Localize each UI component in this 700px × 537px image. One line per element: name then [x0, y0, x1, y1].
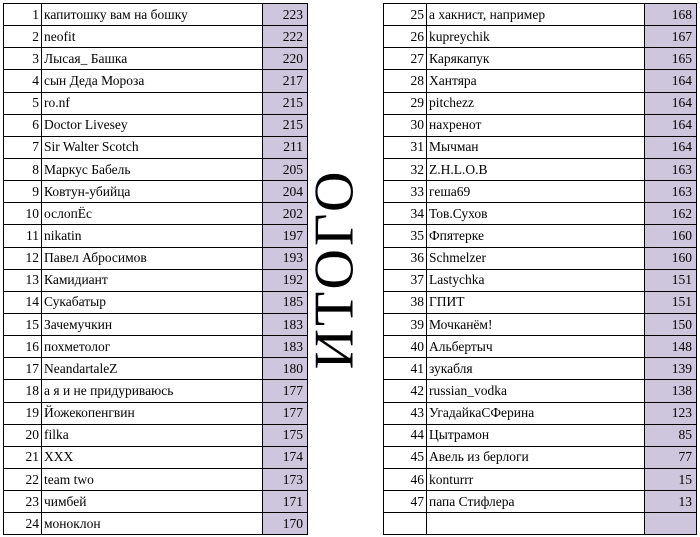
rank-cell: 2	[4, 26, 42, 48]
table-row	[4, 136, 308, 158]
team-name-cell: ГПИТ	[427, 291, 645, 313]
score-cell: 211	[263, 136, 308, 158]
team-name-cell: Павел Абросимов	[42, 247, 263, 269]
rank-cell	[384, 513, 427, 535]
table-row	[384, 313, 697, 335]
team-name-cell: папа Стифлера	[427, 491, 645, 513]
table-row	[4, 225, 308, 247]
table-row	[384, 4, 697, 26]
score-cell: 163	[645, 181, 697, 203]
score-cell	[645, 513, 697, 535]
team-name-cell: капитошку вам на бошку	[42, 4, 263, 26]
rank-cell: 35	[384, 225, 427, 247]
score-cell: 222	[263, 26, 308, 48]
table-row	[4, 491, 308, 513]
rank-cell: 26	[384, 26, 427, 48]
score-cell: 13	[645, 491, 697, 513]
team-name-cell: геша69	[427, 181, 645, 203]
table-row	[384, 269, 697, 291]
rank-cell: 21	[4, 446, 42, 468]
team-name-cell: Фпятерке	[427, 225, 645, 247]
team-name-cell: Карякапук	[427, 48, 645, 70]
rank-cell: 1	[4, 4, 42, 26]
team-name-cell: Зачемучкин	[42, 313, 263, 335]
team-name-cell: ослопЁс	[42, 203, 263, 225]
score-cell: 215	[263, 114, 308, 136]
team-name-cell: russian_vodka	[427, 380, 645, 402]
total-label	[286, 0, 382, 537]
rank-cell: 34	[384, 203, 427, 225]
table-row	[4, 380, 308, 402]
table-row	[384, 92, 697, 114]
rank-cell: 36	[384, 247, 427, 269]
table-row	[4, 468, 308, 490]
rank-cell: 15	[4, 313, 42, 335]
score-cell: 160	[645, 225, 697, 247]
table-row	[4, 181, 308, 203]
rank-cell: 6	[4, 114, 42, 136]
table-row	[4, 4, 308, 26]
team-name-cell: Ковтун-убийца	[42, 181, 263, 203]
table-row	[4, 158, 308, 180]
rank-cell: 28	[384, 70, 427, 92]
table-row	[4, 48, 308, 70]
table-row	[384, 513, 697, 535]
score-cell: 164	[645, 92, 697, 114]
team-name-cell: pitchezz	[427, 92, 645, 114]
score-cell: 148	[645, 336, 697, 358]
results-table-left	[3, 3, 308, 535]
table-row	[384, 26, 697, 48]
table-row	[4, 402, 308, 424]
score-cell: 85	[645, 424, 697, 446]
rank-cell: 24	[4, 513, 42, 535]
table-row	[384, 181, 697, 203]
rank-cell: 38	[384, 291, 427, 313]
team-name-cell: Lastychka	[427, 269, 645, 291]
score-cell: 204	[263, 181, 308, 203]
team-name-cell: Йожекопенгвин	[42, 402, 263, 424]
team-name-cell: Хантяра	[427, 70, 645, 92]
rank-cell: 46	[384, 468, 427, 490]
rank-cell: 11	[4, 225, 42, 247]
rank-cell: 3	[4, 48, 42, 70]
team-name-cell: team two	[42, 468, 263, 490]
table-row	[4, 446, 308, 468]
rank-cell: 37	[384, 269, 427, 291]
team-name-cell: Лысая_ Башка	[42, 48, 263, 70]
table-row	[384, 247, 697, 269]
score-cell: 205	[263, 158, 308, 180]
team-name-cell: ro.nf	[42, 92, 263, 114]
table-row	[4, 70, 308, 92]
score-cell: 77	[645, 446, 697, 468]
table-row	[4, 26, 308, 48]
rank-cell: 9	[4, 181, 42, 203]
score-cell: 177	[263, 402, 308, 424]
table-row	[4, 313, 308, 335]
score-cell: 123	[645, 402, 697, 424]
score-cell: 215	[263, 92, 308, 114]
table-row	[384, 446, 697, 468]
team-name-cell: NeandartaleZ	[42, 358, 263, 380]
team-name-cell: Авель из берлоги	[427, 446, 645, 468]
team-name-cell: моноклон	[42, 513, 263, 535]
score-cell: 150	[645, 313, 697, 335]
rank-cell: 33	[384, 181, 427, 203]
rank-cell: 43	[384, 402, 427, 424]
team-name-cell: нахренот	[427, 114, 645, 136]
score-cell: 202	[263, 203, 308, 225]
team-name-cell: Сукабатыр	[42, 291, 263, 313]
rank-cell: 23	[4, 491, 42, 513]
table-row	[4, 247, 308, 269]
rank-cell: 12	[4, 247, 42, 269]
score-cell: 192	[263, 269, 308, 291]
rank-cell: 27	[384, 48, 427, 70]
team-name-cell: Камидиант	[42, 269, 263, 291]
score-cell: 223	[263, 4, 308, 26]
team-name-cell: kupreychik	[427, 26, 645, 48]
score-cell: 164	[645, 70, 697, 92]
team-name-cell: Тов.Сухов	[427, 203, 645, 225]
table-row	[384, 336, 697, 358]
table-row	[4, 424, 308, 446]
rank-cell: 41	[384, 358, 427, 380]
team-name-cell: neofit	[42, 26, 263, 48]
score-cell: 185	[263, 291, 308, 313]
table-row	[4, 336, 308, 358]
table-row	[4, 358, 308, 380]
score-cell: 138	[645, 380, 697, 402]
rank-cell: 16	[4, 336, 42, 358]
table-row	[384, 468, 697, 490]
results-table-left-body	[4, 4, 308, 535]
table-row	[4, 114, 308, 136]
team-name-cell: УгадайкаСФерина	[427, 402, 645, 424]
rank-cell: 32	[384, 158, 427, 180]
table-row	[384, 424, 697, 446]
rank-cell: 42	[384, 380, 427, 402]
rank-cell: 17	[4, 358, 42, 380]
team-name-cell: konturrr	[427, 468, 645, 490]
rank-cell: 30	[384, 114, 427, 136]
score-cell: 165	[645, 48, 697, 70]
team-name-cell: чимбей	[42, 491, 263, 513]
score-cell: 151	[645, 291, 697, 313]
rank-cell: 18	[4, 380, 42, 402]
team-name-cell: сын Деда Мороза	[42, 70, 263, 92]
table-row	[384, 203, 697, 225]
score-cell: 175	[263, 424, 308, 446]
team-name-cell: Мочканём!	[427, 313, 645, 335]
rank-cell: 10	[4, 203, 42, 225]
table-row	[4, 513, 308, 535]
score-cell: 151	[645, 269, 697, 291]
team-name-cell: nikatin	[42, 225, 263, 247]
score-cell: 183	[263, 313, 308, 335]
score-cell: 162	[645, 203, 697, 225]
rank-cell: 4	[4, 70, 42, 92]
table-row	[384, 136, 697, 158]
score-cell: 193	[263, 247, 308, 269]
rank-cell: 5	[4, 92, 42, 114]
team-name-cell: Мычман	[427, 136, 645, 158]
table-row	[384, 48, 697, 70]
score-cell: 168	[645, 4, 697, 26]
team-name-cell: Цытрамон	[427, 424, 645, 446]
table-row	[384, 491, 697, 513]
table-row	[4, 269, 308, 291]
team-name-cell: Z.H.L.O.B	[427, 158, 645, 180]
team-name-cell: а хакнист, например	[427, 4, 645, 26]
score-cell: 183	[263, 336, 308, 358]
team-name-cell: Альбертыч	[427, 336, 645, 358]
team-name-cell: filka	[42, 424, 263, 446]
results-table-right-body	[384, 4, 697, 535]
score-cell: 197	[263, 225, 308, 247]
rank-cell: 13	[4, 269, 42, 291]
team-name-cell	[427, 513, 645, 535]
rank-cell: 25	[384, 4, 427, 26]
rank-cell: 31	[384, 136, 427, 158]
team-name-cell: Sir Walter Scotch	[42, 136, 263, 158]
score-cell: 139	[645, 358, 697, 380]
team-name-cell: Schmelzer	[427, 247, 645, 269]
team-name-cell: а я и не придуриваюсь	[42, 380, 263, 402]
score-cell: 15	[645, 468, 697, 490]
score-cell: 220	[263, 48, 308, 70]
score-cell: 170	[263, 513, 308, 535]
table-row	[4, 92, 308, 114]
table-row	[384, 402, 697, 424]
table-row	[4, 203, 308, 225]
table-row	[384, 358, 697, 380]
score-cell: 171	[263, 491, 308, 513]
rank-cell: 40	[384, 336, 427, 358]
table-row	[384, 70, 697, 92]
rank-cell: 22	[4, 468, 42, 490]
team-name-cell: Маркус Бабель	[42, 158, 263, 180]
score-cell: 177	[263, 380, 308, 402]
score-cell: 167	[645, 26, 697, 48]
rank-cell: 29	[384, 92, 427, 114]
rank-cell: 20	[4, 424, 42, 446]
score-cell: 160	[645, 247, 697, 269]
rank-cell: 8	[4, 158, 42, 180]
rank-cell: 14	[4, 291, 42, 313]
score-cell: 217	[263, 70, 308, 92]
rank-cell: 45	[384, 446, 427, 468]
table-row	[384, 380, 697, 402]
score-cell: 163	[645, 158, 697, 180]
table-row	[384, 225, 697, 247]
table-row	[4, 291, 308, 313]
table-row	[384, 158, 697, 180]
rank-cell: 44	[384, 424, 427, 446]
rank-cell: 47	[384, 491, 427, 513]
score-cell: 164	[645, 114, 697, 136]
total-label-text: ИТОГО	[303, 168, 365, 369]
score-cell: 164	[645, 136, 697, 158]
score-cell: 174	[263, 446, 308, 468]
team-name-cell: зукабля	[427, 358, 645, 380]
rank-cell: 39	[384, 313, 427, 335]
table-row	[384, 114, 697, 136]
score-cell: 180	[263, 358, 308, 380]
team-name-cell: Doctor Livesey	[42, 114, 263, 136]
team-name-cell: XXX	[42, 446, 263, 468]
results-table-right	[383, 3, 697, 535]
score-cell: 173	[263, 468, 308, 490]
rank-cell: 7	[4, 136, 42, 158]
rank-cell: 19	[4, 402, 42, 424]
table-row	[384, 291, 697, 313]
team-name-cell: похметолог	[42, 336, 263, 358]
